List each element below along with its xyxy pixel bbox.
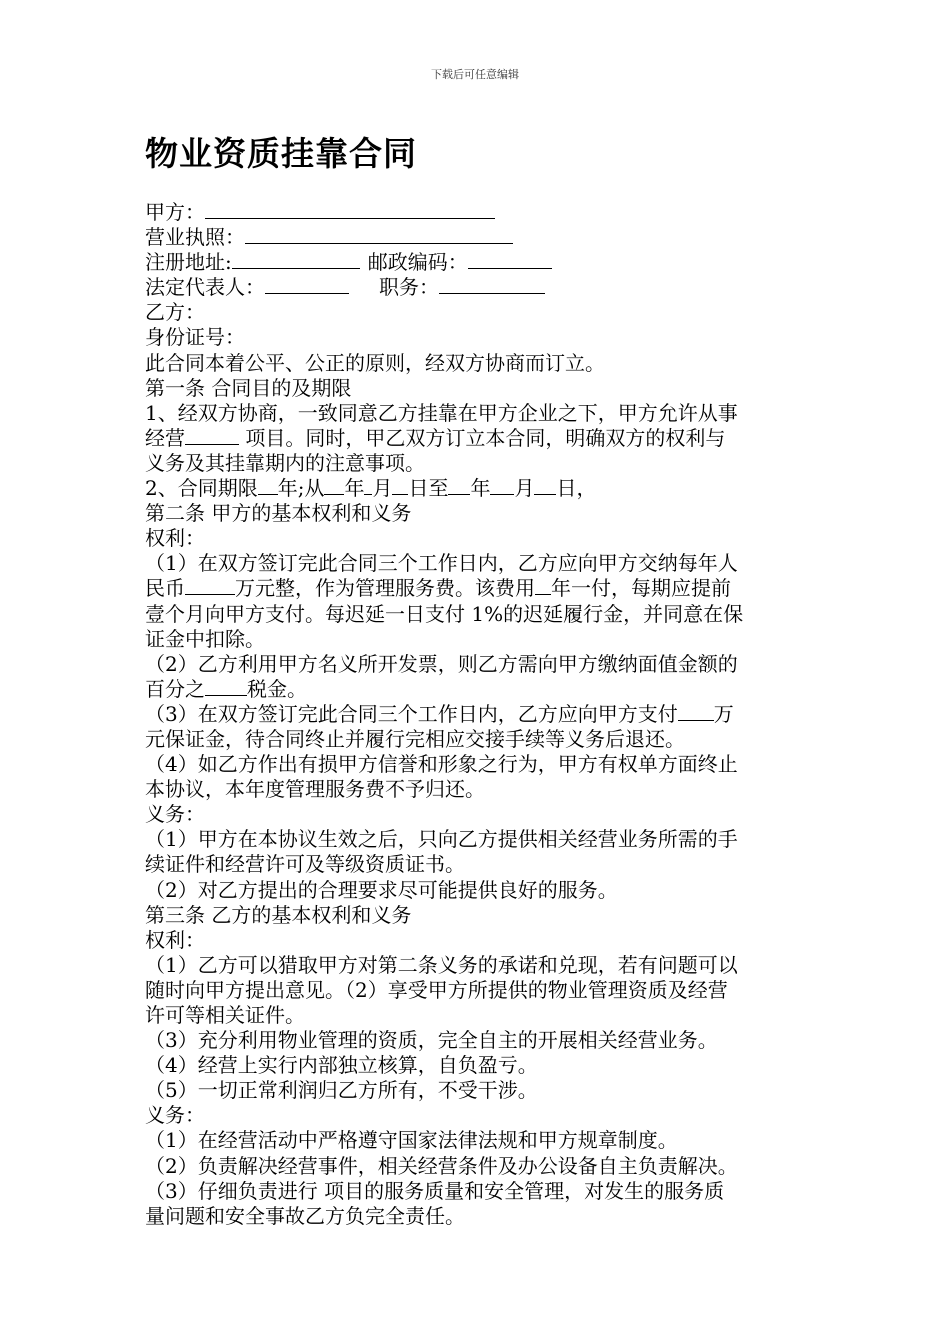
- article-2-right-2-cont: [145, 677, 807, 702]
- position-blank: [439, 275, 545, 294]
- text-run: 经营: [145, 425, 185, 450]
- text-run: 万元整，作为管理服务费。该费用: [235, 576, 535, 601]
- article-3-duty-3: （3）仔细负责进行 项目的服务质量和安全管理，对发生的服务质: [145, 1178, 725, 1203]
- article-2-right-1-cont-2: 壹个月向甲方支付。每迟延一日支付 1%的迟延履行金，并同意在保: [145, 601, 744, 626]
- legal-rep-line: [145, 275, 807, 300]
- party-a-line: [145, 200, 807, 225]
- article-2-duty-2: （2）对乙方提出的合理要求尽可能提供良好的服务。: [145, 877, 618, 902]
- payment-years-blank: [535, 576, 551, 595]
- article-2-heading: 第二条 甲方的基本权利和义务: [145, 501, 412, 526]
- text-run: 日至: [408, 476, 449, 501]
- address-label: 注册地址:: [145, 250, 232, 275]
- end-day-blank: [534, 476, 556, 495]
- text-run: 税金。: [247, 676, 307, 701]
- text-run: （3）在双方签订完此合同三个工作日内，乙方应向甲方支付: [145, 701, 678, 726]
- article-2-right-1-cont: [145, 576, 807, 601]
- article-2-duty-1: （1）甲方在本协议生效之后，只向乙方提供相关经营业务所需的手: [145, 827, 738, 852]
- article-2-right-1: （1）在双方签订完此合同三个工作日内，乙方应向甲方交纳每年人: [145, 551, 738, 576]
- text-run: 万: [713, 701, 734, 726]
- preamble: 此合同本着公平、公正的原则，经双方协商而订立。: [145, 350, 605, 375]
- party-b-line: 乙方：: [145, 300, 205, 325]
- article-3-right-1-cont: 随时向甲方提出意见。（2）享受甲方所提供的物业管理资质及经营: [145, 977, 728, 1002]
- article-3-duty-2: （2）负责解决经营事件，相关经营条件及办公设备自主负责解决。: [145, 1153, 738, 1178]
- deposit-amount-blank: [678, 702, 714, 721]
- postcode-blank: [468, 250, 552, 269]
- article-2-right-3-cont: 元保证金，待合同终止并履行完相应交接手续等义务后退还。: [145, 726, 685, 751]
- document-title: 物业资质挂靠合同: [145, 134, 417, 173]
- header-note: 下载后可任意编辑: [431, 68, 519, 81]
- end-month-blank: [490, 476, 514, 495]
- text-run: 百分之: [145, 676, 205, 701]
- article-2-right-1-end: 证金中扣除。: [145, 626, 265, 651]
- start-day-blank: [392, 476, 408, 495]
- article-2-right-4-cont: 本协议，本年度管理服务费不予归还。: [145, 777, 485, 802]
- business-license-blank: [245, 225, 513, 244]
- term-years-blank: [258, 476, 278, 495]
- article-1-para-1: 1、经双方协商，一致同意乙方挂靠在甲方企业之下，甲方允许从事: [145, 400, 738, 425]
- postcode-label: 邮政编码：: [367, 250, 468, 275]
- rights-heading: 权利：: [145, 927, 205, 952]
- article-3-duty-3-cont: 量问题和安全事故乙方负完全责任。: [145, 1203, 465, 1228]
- text-run: 年;从: [277, 476, 325, 501]
- obligations-heading: 义务：: [145, 802, 205, 827]
- article-1-para-1-cont: [145, 426, 807, 451]
- text-run: 项目。同时，甲乙双方订立本合同，明确双方的权利与: [239, 425, 726, 450]
- id-number-line: 身份证号：: [145, 325, 245, 350]
- business-license-label: 营业执照：: [145, 225, 245, 250]
- article-1-para-1-end: 义务及其挂靠期内的注意事项。: [145, 450, 425, 475]
- position-label: 职务：: [379, 275, 439, 300]
- article-3-duty-1: （1）在经营活动中严格遵守国家法律法规和甲方规章制度。: [145, 1128, 678, 1153]
- tax-percent-blank: [205, 677, 247, 696]
- party-a-label: 甲方：: [145, 200, 205, 224]
- start-year-blank: [324, 476, 344, 495]
- end-year-blank: [448, 476, 470, 495]
- article-3-right-5: （5）一切正常利润归乙方所有，不受干涉。: [145, 1078, 538, 1103]
- contract-body: [145, 200, 807, 1229]
- text-run: 年: [344, 476, 365, 501]
- article-3-heading: 第三条 乙方的基本权利和义务: [145, 902, 412, 927]
- text-run: 年一付，每期应提前: [551, 576, 731, 601]
- article-3-right-4: （4）经营上实行内部独立核算，自负盈亏。: [145, 1053, 538, 1078]
- article-2-duty-1-cont: 续证件和经营许可及等级资质证书。: [145, 852, 465, 877]
- text-run: 月: [514, 476, 535, 501]
- article-1-heading: 第一条 合同目的及期限: [145, 375, 352, 400]
- article-3-right-2-cont: 许可等相关证件。: [145, 1003, 305, 1027]
- contract-term-line: [145, 476, 807, 501]
- text-run: 民币: [145, 576, 185, 601]
- text-run: 年: [470, 476, 491, 501]
- article-2-right-4: （4）如乙方作出有损甲方信誉和形象之行为，甲方有权单方面终止: [145, 752, 738, 777]
- article-3-right-3: （3）充分利用物业管理的资质，完全自主的开展相关经营业务。: [145, 1028, 718, 1053]
- article-2-right-2: （2）乙方利用甲方名义所开发票，则乙方需向甲方缴纳面值金额的: [145, 651, 738, 676]
- project-blank: [185, 426, 239, 445]
- business-license-line: [145, 225, 807, 250]
- text-run: 日，: [556, 476, 597, 501]
- address-blank: [232, 250, 360, 269]
- party-a-blank: [205, 200, 495, 219]
- legal-rep-label: 法定代表人：: [145, 275, 265, 300]
- text-run: 2、合同期限: [145, 476, 258, 501]
- obligations-heading: 义务：: [145, 1103, 205, 1128]
- article-3-right-1: （1）乙方可以猎取甲方对第二条义务的承诺和兑现，若有问题可以: [145, 952, 738, 977]
- text-run: 月: [372, 476, 393, 501]
- address-line: [145, 250, 807, 275]
- article-2-right-3: [145, 702, 807, 727]
- rights-heading: 权利：: [145, 526, 205, 551]
- legal-rep-blank: [265, 275, 349, 294]
- fee-amount-blank: [185, 576, 235, 595]
